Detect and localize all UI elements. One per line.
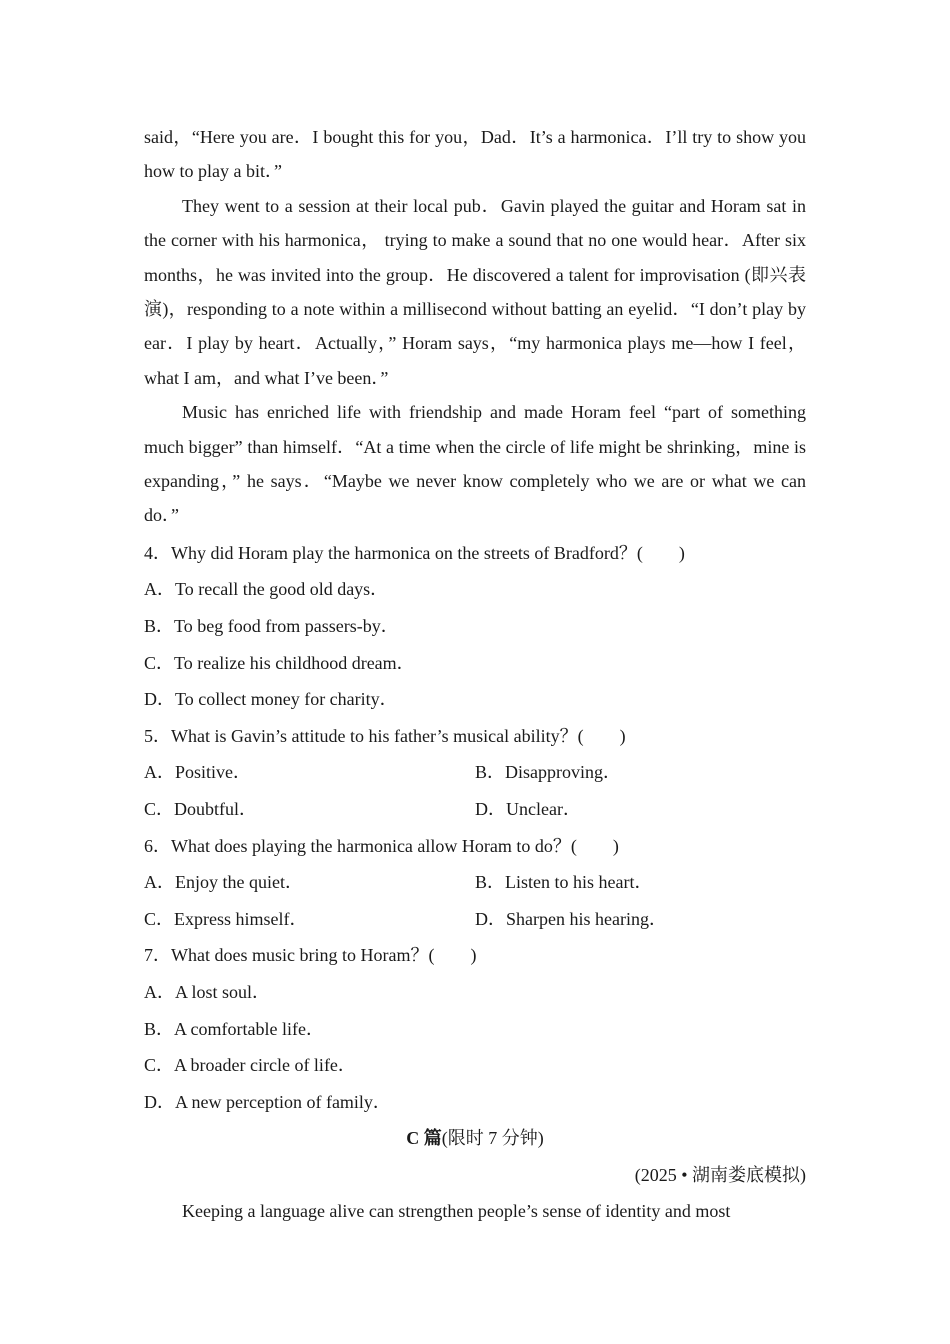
option-row (144, 901, 806, 938)
question-5 (144, 718, 806, 828)
option-d: D．Unclear． (475, 799, 581, 820)
option-b: B．A comfortable life． (144, 1018, 324, 1039)
question-stem: 5．What is Gavin’s attitude to his father’s musical ability？( ) (144, 725, 626, 746)
option-c: C．A broader circle of life． (144, 1055, 356, 1076)
passage-paragraph-1: said，“Here you are．I bought this for you，Dad．It’s a harmonica．I’ll try to show you how to play a bit．” (144, 127, 806, 182)
option-d: D．Sharpen his hearing． (475, 908, 667, 929)
section-c-heading (144, 1120, 806, 1157)
option-d: D．A new perception of family． (144, 1091, 391, 1112)
option-a: A．Enjoy the quiet． (144, 872, 303, 893)
question-4 (144, 535, 806, 718)
question-7 (144, 937, 806, 1120)
section-c-source: (2025 • 湖南娄底模拟) (634, 1164, 806, 1185)
option-a: A．To recall the good old days． (144, 579, 389, 600)
option-c: C．Doubtful． (144, 799, 258, 820)
option-row (144, 791, 806, 828)
question-6 (144, 828, 806, 938)
passage-paragraph-2: They went to a session at their local pub．Gavin played the guitar and Horam sat in the corner with his harmonica， trying to make a sound that no one would hear．After six months，he was invited into the group．He discovered a talent for improvisation (即兴表演)，responding to a note within a millisecond without batting an eyelid．“I don’t play by ear．I play by heart．Actually，” Horam says，“my harmonica plays me—how I feel，what I am，and what I’ve been．” (144, 195, 806, 388)
passage-paragraph-3: Music has enriched life with friendship and made Horam feel “part of something much bigger” than himself．“At a time when the circle of life might be shrinking，mine is expanding，” he says．“Maybe we never know completely who we are or what we can do．” (144, 402, 806, 526)
section-c-time-limit: (限时 7 分钟) (441, 1128, 544, 1149)
option-a: A．A lost soul． (144, 982, 271, 1002)
question-stem: 7．What does music bring to Horam？( ) (144, 945, 477, 966)
option-row (144, 754, 806, 791)
question-stem: 4．Why did Horam play the harmonica on the streets of Bradford？( ) (144, 542, 685, 563)
option-d: D．To collect money for charity． (144, 689, 398, 710)
option-a: A．Positive． (144, 762, 252, 783)
option-b: B．To beg food from passers-by． (144, 616, 399, 637)
option-b: B．Listen to his heart． (475, 872, 653, 893)
option-b: B．Disapproving． (475, 762, 621, 783)
document-page (144, 120, 806, 1228)
option-row (144, 864, 806, 901)
option-c: C．Express himself． (144, 908, 308, 929)
section-c-opening: Keeping a language alive can strengthen people’s sense of identity and most (182, 1200, 731, 1221)
option-c: C．To realize his childhood dream． (144, 652, 415, 673)
question-stem: 6．What does playing the harmonica allow Horam to do？( ) (144, 835, 619, 856)
section-c-title: C 篇 (406, 1128, 442, 1149)
